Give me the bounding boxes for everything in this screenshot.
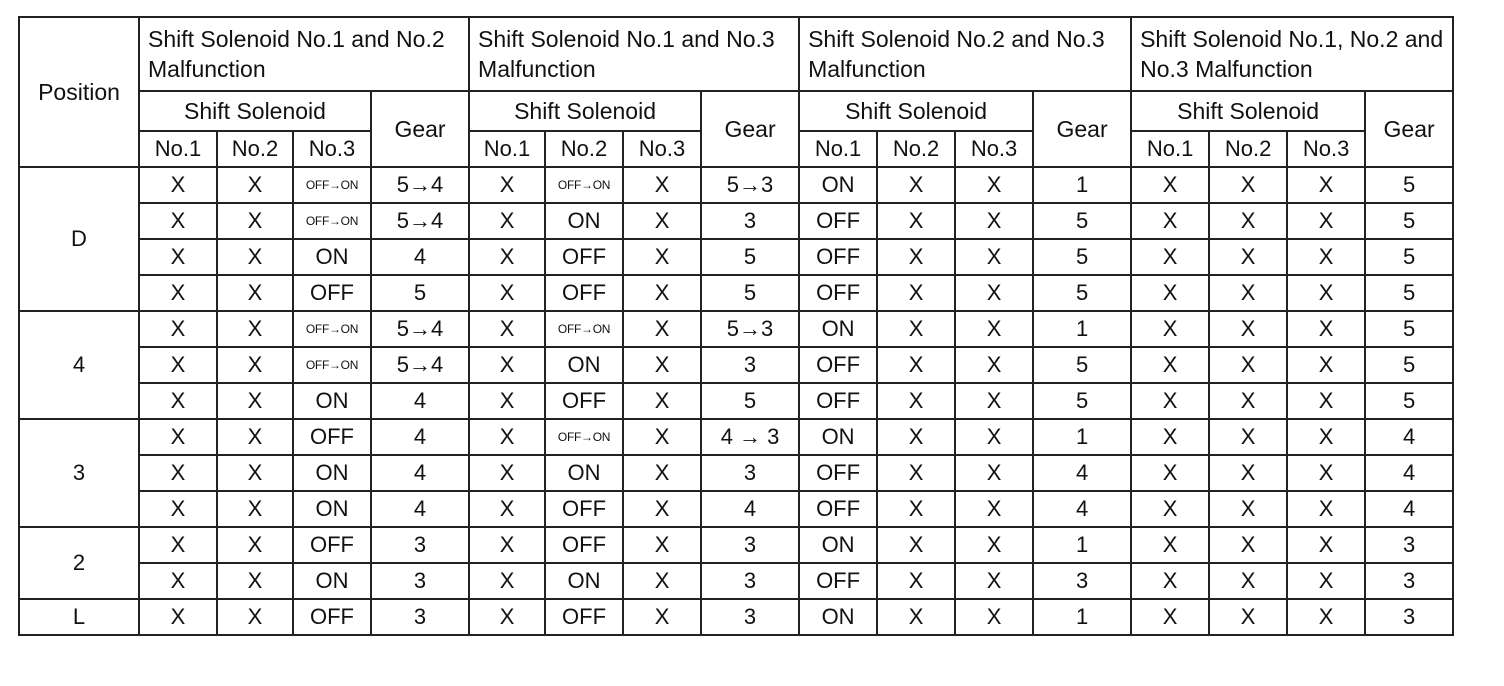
gear-cell: 1	[1033, 311, 1131, 347]
solenoid-state-cell: X	[1287, 491, 1365, 527]
solenoid-state-cell: X	[1131, 239, 1209, 275]
solenoid-state-cell: X	[469, 491, 545, 527]
gear-cell: 5	[701, 383, 799, 419]
gear-cell: 4	[371, 239, 469, 275]
solenoid-state-cell: X	[623, 203, 701, 239]
solenoid-state-cell: ON	[799, 527, 877, 563]
solenoid-state-cell: X	[1287, 347, 1365, 383]
solenoid-state-cell: X	[623, 167, 701, 203]
gear-cell: 5	[1033, 347, 1131, 383]
solenoid-state-cell: OFF	[799, 491, 877, 527]
solenoid-state-cell: OFF	[545, 527, 623, 563]
position-cell: L	[19, 599, 139, 635]
solenoid-state-cell: X	[469, 347, 545, 383]
solenoid-state-cell: X	[139, 239, 217, 275]
gear-cell: 5	[371, 275, 469, 311]
solenoid-state-cell: X	[1131, 167, 1209, 203]
gear-cell: 5→4	[371, 167, 469, 203]
gear-cell: 4	[1033, 455, 1131, 491]
gear-cell: 1	[1033, 167, 1131, 203]
solenoid-state-cell: X	[1209, 419, 1287, 455]
solenoid-state-cell: OFF→ON	[293, 203, 371, 239]
solenoid-state-cell: ON	[293, 491, 371, 527]
solenoid-state-cell: X	[1131, 527, 1209, 563]
solenoid-state-cell: X	[1209, 167, 1287, 203]
solenoid-state-cell: X	[139, 203, 217, 239]
table-row	[19, 167, 1453, 203]
solenoid-state-cell: X	[1209, 491, 1287, 527]
gear-cell: 5	[1365, 347, 1453, 383]
solenoid-state-cell: X	[217, 491, 293, 527]
solenoid-state-cell: X	[955, 275, 1033, 311]
solenoid-state-cell: ON	[293, 239, 371, 275]
solenoid-state-cell: X	[1287, 419, 1365, 455]
gear-cell: 1	[1033, 599, 1131, 635]
solenoid-state-cell: X	[1287, 167, 1365, 203]
col-header-no2: No.2	[217, 131, 293, 167]
gear-cell: 3	[701, 347, 799, 383]
gear-cell: 5	[1033, 383, 1131, 419]
gear-cell: 3	[701, 527, 799, 563]
gear-cell: 5	[1033, 239, 1131, 275]
gear-cell: 5	[1365, 311, 1453, 347]
solenoid-state-cell: OFF	[293, 527, 371, 563]
gear-cell: 4	[1365, 419, 1453, 455]
solenoid-state-cell: X	[139, 491, 217, 527]
solenoid-state-cell: X	[1287, 383, 1365, 419]
solenoid-state-cell: X	[1287, 203, 1365, 239]
solenoid-state-cell: ON	[799, 311, 877, 347]
position-header: Position	[19, 17, 139, 167]
gear-cell: 4	[371, 419, 469, 455]
solenoid-state-cell: X	[139, 527, 217, 563]
solenoid-state-cell: X	[469, 275, 545, 311]
gear-cell: 5	[1365, 167, 1453, 203]
solenoid-malfunction-table	[18, 16, 1454, 636]
col-header-no1: No.1	[1131, 131, 1209, 167]
solenoid-state-cell: X	[217, 527, 293, 563]
solenoid-state-cell: X	[469, 419, 545, 455]
shift-solenoid-header: Shift Solenoid	[799, 91, 1033, 131]
solenoid-state-cell: OFF	[799, 347, 877, 383]
solenoid-state-cell: OFF	[545, 599, 623, 635]
solenoid-state-cell: ON	[799, 167, 877, 203]
shift-solenoid-header: Shift Solenoid	[469, 91, 701, 131]
solenoid-state-cell: X	[623, 563, 701, 599]
solenoid-state-cell: X	[1287, 563, 1365, 599]
position-cell: 4	[19, 311, 139, 419]
gear-cell: 5	[1033, 275, 1131, 311]
solenoid-state-cell: X	[955, 239, 1033, 275]
gear-cell: 3	[701, 455, 799, 491]
gear-header: Gear	[1365, 91, 1453, 167]
gear-cell: 4	[371, 491, 469, 527]
solenoid-state-cell: X	[139, 599, 217, 635]
solenoid-state-cell: ON	[293, 563, 371, 599]
solenoid-state-cell: X	[955, 599, 1033, 635]
solenoid-state-cell: X	[1209, 599, 1287, 635]
table-row	[19, 599, 1453, 635]
solenoid-state-cell: X	[955, 563, 1033, 599]
solenoid-state-cell: X	[1131, 203, 1209, 239]
gear-cell: 3	[1365, 563, 1453, 599]
solenoid-state-cell: X	[1287, 527, 1365, 563]
gear-header: Gear	[371, 91, 469, 167]
solenoid-state-cell: X	[1131, 491, 1209, 527]
gear-cell: 4	[1365, 491, 1453, 527]
solenoid-state-cell: X	[1209, 311, 1287, 347]
solenoid-state-cell: X	[877, 275, 955, 311]
solenoid-state-cell: X	[877, 239, 955, 275]
solenoid-state-cell: OFF	[799, 203, 877, 239]
solenoid-state-cell: X	[955, 311, 1033, 347]
solenoid-state-cell: OFF	[799, 455, 877, 491]
solenoid-state-cell: X	[217, 383, 293, 419]
solenoid-state-cell: OFF	[799, 275, 877, 311]
solenoid-state-cell: X	[139, 563, 217, 599]
solenoid-state-cell: ON	[545, 563, 623, 599]
solenoid-state-cell: X	[1287, 239, 1365, 275]
solenoid-state-cell: ON	[545, 347, 623, 383]
solenoid-state-cell: X	[1287, 275, 1365, 311]
group-header-no1-no2: Shift Solenoid No.1 and No.2 Malfunction	[139, 17, 469, 91]
col-header-no3: No.3	[1287, 131, 1365, 167]
solenoid-state-cell: X	[1131, 455, 1209, 491]
solenoid-state-cell: X	[1209, 275, 1287, 311]
gear-header: Gear	[701, 91, 799, 167]
solenoid-state-cell: X	[623, 311, 701, 347]
gear-cell: 1	[1033, 419, 1131, 455]
solenoid-state-cell: ON	[545, 455, 623, 491]
solenoid-state-cell: X	[217, 311, 293, 347]
col-header-no1: No.1	[469, 131, 545, 167]
col-header-no3: No.3	[623, 131, 701, 167]
gear-cell: 5	[1365, 203, 1453, 239]
solenoid-state-cell: X	[623, 455, 701, 491]
solenoid-state-cell: X	[1131, 599, 1209, 635]
solenoid-state-cell: X	[217, 563, 293, 599]
col-header-no3: No.3	[955, 131, 1033, 167]
col-header-no1: No.1	[799, 131, 877, 167]
table-row	[19, 347, 1453, 383]
table-row	[19, 383, 1453, 419]
solenoid-state-cell: X	[1209, 239, 1287, 275]
solenoid-state-cell: X	[877, 563, 955, 599]
solenoid-state-cell: X	[1131, 383, 1209, 419]
solenoid-state-cell: OFF→ON	[545, 167, 623, 203]
solenoid-state-cell: OFF	[545, 491, 623, 527]
gear-cell: 5	[701, 239, 799, 275]
col-header-no3: No.3	[293, 131, 371, 167]
solenoid-state-cell: X	[217, 419, 293, 455]
gear-cell: 5	[701, 275, 799, 311]
solenoid-state-cell: OFF	[799, 563, 877, 599]
solenoid-state-cell: X	[877, 203, 955, 239]
gear-cell: 5	[1365, 239, 1453, 275]
solenoid-state-cell: OFF→ON	[293, 167, 371, 203]
solenoid-state-cell: X	[469, 167, 545, 203]
solenoid-state-cell: X	[1131, 347, 1209, 383]
solenoid-state-cell: X	[955, 527, 1033, 563]
solenoid-state-cell: X	[955, 419, 1033, 455]
solenoid-state-cell: X	[1209, 563, 1287, 599]
solenoid-state-cell: OFF→ON	[293, 311, 371, 347]
table-row	[19, 455, 1453, 491]
solenoid-state-cell: X	[877, 167, 955, 203]
position-cell: 3	[19, 419, 139, 527]
solenoid-state-cell: OFF	[293, 275, 371, 311]
solenoid-state-cell: ON	[799, 419, 877, 455]
solenoid-state-cell: ON	[293, 455, 371, 491]
solenoid-state-cell: X	[1131, 563, 1209, 599]
group-header-all: Shift Solenoid No.1, No.2 and No.3 Malfunction	[1131, 17, 1453, 91]
table-row	[19, 563, 1453, 599]
solenoid-state-cell: X	[877, 491, 955, 527]
solenoid-state-cell: X	[955, 383, 1033, 419]
solenoid-state-cell: X	[217, 455, 293, 491]
solenoid-state-cell: X	[139, 455, 217, 491]
gear-cell: 3	[701, 203, 799, 239]
gear-cell: 4 → 3	[701, 419, 799, 455]
solenoid-state-cell: X	[469, 563, 545, 599]
col-header-no2: No.2	[877, 131, 955, 167]
gear-cell: 3	[1033, 563, 1131, 599]
solenoid-state-cell: X	[623, 419, 701, 455]
solenoid-state-cell: X	[877, 311, 955, 347]
solenoid-state-cell: OFF	[545, 383, 623, 419]
solenoid-state-cell: X	[623, 527, 701, 563]
solenoid-state-cell: X	[139, 311, 217, 347]
solenoid-state-cell: X	[469, 239, 545, 275]
gear-cell: 5	[1033, 203, 1131, 239]
table-row	[19, 239, 1453, 275]
gear-header: Gear	[1033, 91, 1131, 167]
solenoid-state-cell: OFF	[545, 239, 623, 275]
solenoid-state-cell: X	[877, 347, 955, 383]
table-row	[19, 275, 1453, 311]
solenoid-state-cell: X	[469, 203, 545, 239]
solenoid-state-cell: X	[623, 491, 701, 527]
solenoid-state-cell: X	[877, 383, 955, 419]
solenoid-state-cell: X	[1287, 455, 1365, 491]
col-header-no2: No.2	[1209, 131, 1287, 167]
solenoid-state-cell: X	[1209, 347, 1287, 383]
solenoid-state-cell: X	[955, 455, 1033, 491]
solenoid-state-cell: X	[955, 203, 1033, 239]
table-row	[19, 419, 1453, 455]
solenoid-state-cell: X	[469, 527, 545, 563]
solenoid-state-cell: ON	[293, 383, 371, 419]
gear-cell: 5→4	[371, 311, 469, 347]
solenoid-state-cell: X	[1287, 311, 1365, 347]
solenoid-state-cell: X	[623, 383, 701, 419]
solenoid-state-cell: X	[217, 599, 293, 635]
table-row	[19, 491, 1453, 527]
solenoid-state-cell: X	[877, 419, 955, 455]
solenoid-state-cell: OFF	[799, 239, 877, 275]
gear-cell: 5→4	[371, 203, 469, 239]
gear-cell: 4	[371, 383, 469, 419]
shift-solenoid-header: Shift Solenoid	[1131, 91, 1365, 131]
solenoid-state-cell: X	[1131, 275, 1209, 311]
table-row	[19, 311, 1453, 347]
solenoid-state-cell: X	[955, 167, 1033, 203]
solenoid-state-cell: OFF→ON	[545, 311, 623, 347]
group-header-no1-no3: Shift Solenoid No.1 and No.3 Malfunction	[469, 17, 799, 91]
gear-cell: 3	[371, 563, 469, 599]
gear-cell: 5→3	[701, 167, 799, 203]
solenoid-state-cell: OFF→ON	[545, 419, 623, 455]
gear-cell: 3	[1365, 527, 1453, 563]
solenoid-state-cell: X	[1209, 203, 1287, 239]
solenoid-state-cell: X	[877, 455, 955, 491]
solenoid-state-cell: X	[1287, 599, 1365, 635]
gear-cell: 4	[1365, 455, 1453, 491]
solenoid-state-cell: X	[877, 599, 955, 635]
table-body	[19, 167, 1453, 635]
solenoid-state-cell: X	[623, 599, 701, 635]
gear-cell: 3	[371, 599, 469, 635]
table-row	[19, 527, 1453, 563]
solenoid-state-cell: X	[217, 239, 293, 275]
gear-cell: 5	[1365, 275, 1453, 311]
solenoid-state-cell: ON	[545, 203, 623, 239]
solenoid-state-cell: X	[139, 167, 217, 203]
solenoid-state-cell: X	[955, 347, 1033, 383]
gear-cell: 4	[371, 455, 469, 491]
gear-cell: 3	[371, 527, 469, 563]
position-cell: 2	[19, 527, 139, 599]
solenoid-state-cell: X	[877, 527, 955, 563]
gear-cell: 4	[701, 491, 799, 527]
solenoid-state-cell: X	[139, 419, 217, 455]
solenoid-state-cell: X	[139, 383, 217, 419]
solenoid-state-cell: X	[1209, 455, 1287, 491]
solenoid-state-cell: X	[623, 347, 701, 383]
solenoid-state-cell: ON	[799, 599, 877, 635]
solenoid-state-cell: X	[623, 275, 701, 311]
solenoid-state-cell: X	[1209, 527, 1287, 563]
solenoid-state-cell: X	[469, 599, 545, 635]
solenoid-state-cell: X	[1131, 311, 1209, 347]
solenoid-state-cell: X	[469, 311, 545, 347]
solenoid-state-cell: X	[217, 167, 293, 203]
group-header-no2-no3: Shift Solenoid No.2 and No.3 Malfunction	[799, 17, 1131, 91]
gear-cell: 5→3	[701, 311, 799, 347]
gear-cell: 5	[1365, 383, 1453, 419]
solenoid-state-cell: X	[217, 275, 293, 311]
solenoid-state-cell: X	[217, 347, 293, 383]
solenoid-state-cell: X	[217, 203, 293, 239]
col-header-no2: No.2	[545, 131, 623, 167]
solenoid-state-cell: X	[139, 347, 217, 383]
solenoid-state-cell: X	[623, 239, 701, 275]
shift-solenoid-header: Shift Solenoid	[139, 91, 371, 131]
solenoid-state-cell: OFF	[545, 275, 623, 311]
gear-cell: 3	[701, 599, 799, 635]
solenoid-state-cell: X	[1209, 383, 1287, 419]
solenoid-state-cell: OFF	[799, 383, 877, 419]
gear-cell: 5→4	[371, 347, 469, 383]
solenoid-state-cell: X	[469, 383, 545, 419]
col-header-no1: No.1	[139, 131, 217, 167]
gear-cell: 1	[1033, 527, 1131, 563]
table-row	[19, 203, 1453, 239]
solenoid-state-cell: OFF	[293, 599, 371, 635]
position-cell: D	[19, 167, 139, 311]
solenoid-state-cell: OFF→ON	[293, 347, 371, 383]
gear-cell: 4	[1033, 491, 1131, 527]
solenoid-state-cell: OFF	[293, 419, 371, 455]
solenoid-state-cell: X	[955, 491, 1033, 527]
solenoid-state-cell: X	[1131, 419, 1209, 455]
solenoid-state-cell: X	[139, 275, 217, 311]
solenoid-state-cell: X	[469, 455, 545, 491]
gear-cell: 3	[1365, 599, 1453, 635]
gear-cell: 3	[701, 563, 799, 599]
